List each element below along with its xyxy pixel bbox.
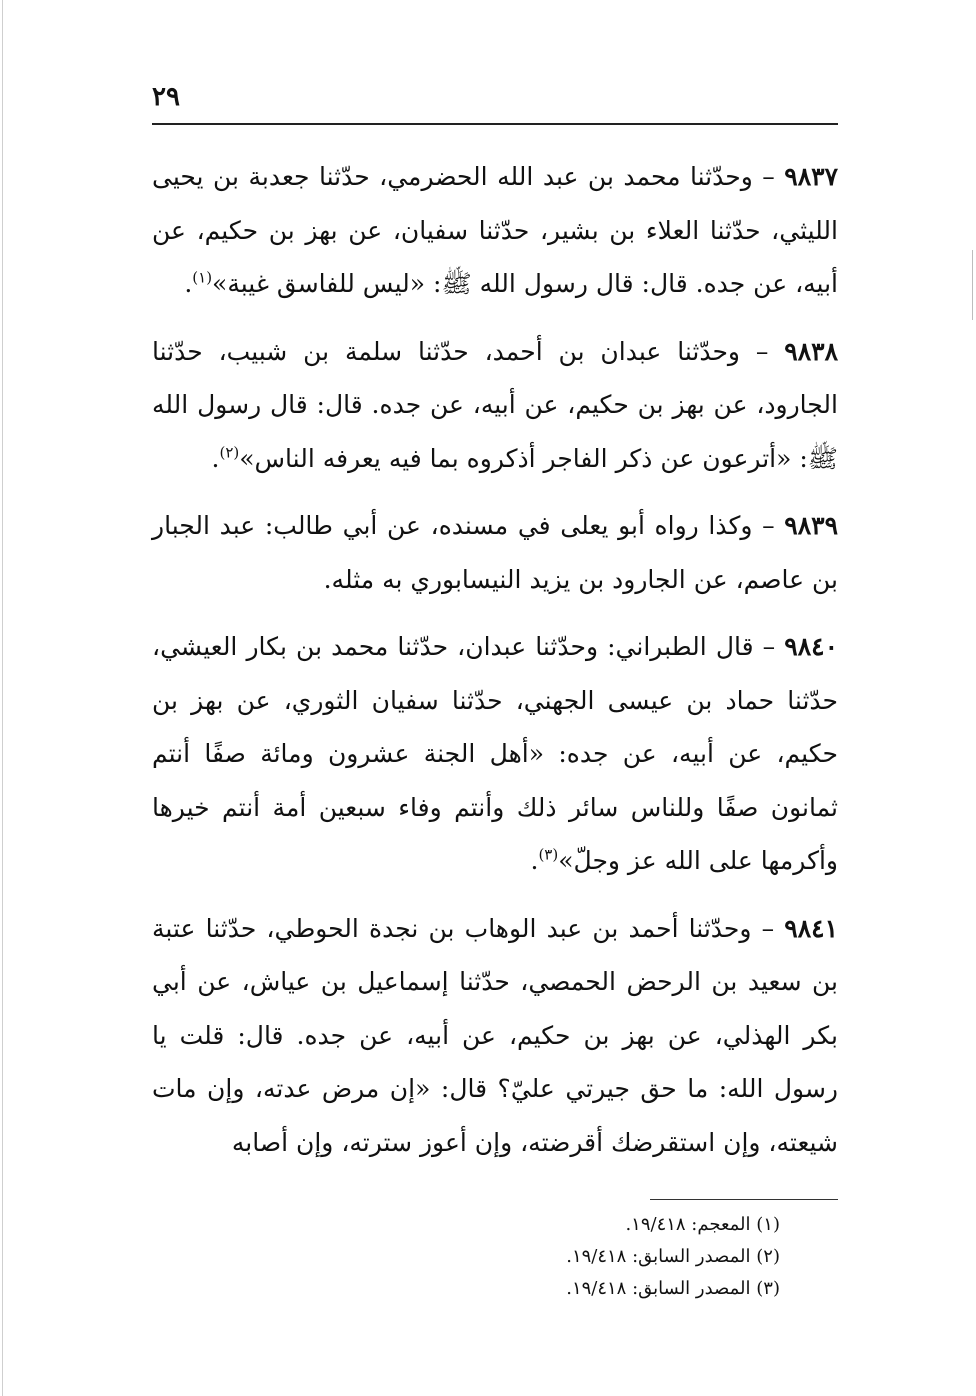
hadith-9840 [152, 620, 838, 888]
hadith-end: . [530, 846, 539, 875]
footnote-ref: (٣) [538, 845, 559, 864]
hadith-text: – قال الطبراني: وحدّثنا عبدان، حدّثنا محمد بن بكار العيشي، حدّثنا حماد بن عيسى الجهني، حدّثنا سفيان الثوري، عن بهز بن حكيم، عن أبيه، عن جده: «أهل الجنة عشرون ومائة صفًا أنتم ثمانون صفًا وللناس سائر ذلك وأنتم وفاء سبعين أمة أنتم خيرها وأكرمها على الله عز وجلّ» [152, 632, 838, 875]
hadith-number: ٩٨٣٩ [784, 511, 838, 540]
hadith-9839 [152, 499, 838, 606]
hadith-text: – وكذا رواه أبو يعلى في مسنده، عن أبي طالب: عبد الجبار بن عاصم، عن الجارود بن يزيد النيسابوري به مثله. [152, 511, 838, 594]
header-rule [152, 123, 838, 125]
hadith-9837 [152, 150, 838, 311]
footnote-rule [650, 1199, 838, 1200]
footnotes [480, 1209, 780, 1305]
footnote-1: (١) المعجم: ١٩/٤١٨. [625, 1214, 780, 1235]
footnote-ref: (١) [192, 268, 213, 287]
hadith-number: ٩٨٣٧ [784, 162, 838, 191]
hadith-number: ٩٨٤٠ [784, 632, 838, 661]
hadith-end: . [211, 443, 220, 473]
scan-edge-right [972, 250, 973, 320]
footnote-3: (٣) المصدر السابق: ١٩/٤١٨. [566, 1278, 780, 1299]
footnote-ref: (٢) [219, 443, 240, 462]
hadith-9838 [152, 325, 838, 486]
footnote-2: (٢) المصدر السابق: ١٩/٤١٨. [566, 1246, 780, 1267]
hadith-number: ٩٨٣٨ [784, 336, 838, 366]
body-text [152, 150, 838, 1183]
hadith-9841 [152, 902, 838, 1170]
hadith-text: – وحدّثنا أحمد بن عبد الوهاب بن نجدة الحوطي، حدّثنا عتبة بن سعيد بن الرحض الحمصي، حدّثنا إسماعيل بن عياش، عن أبي بكر الهذلي، عن بهز بن حكيم، عن أبيه، عن جده. قال: قلت يا رسول الله: ما حق جيرتي عليّ؟ قال: «إن مرض عدته، وإن مات شيعته، وإن استقرضك أقرضته، وإن أعوز سترته، وإن أصابه [152, 913, 838, 1157]
hadith-end: . [184, 269, 193, 298]
page-number: ٢٩ [152, 82, 180, 112]
hadith-text: – وحدّثنا عبدان بن أحمد، حدّثنا سلمة بن شبيب، حدّثنا الجارود، عن بهز بن حكيم، عن أبيه، عن جده. قال: قال رسول الله ﷺ: «أترعون عن ذكر الفاجر أذكروه بما فيه يعرفه الناس» [152, 336, 838, 473]
hadith-number: ٩٨٤١ [784, 913, 838, 943]
scan-edge-left [2, 0, 3, 1396]
hadith-text: – وحدّثنا محمد بن عبد الله الحضرمي، حدّثنا جعدبة بن يحيى الليثي، حدّثنا العلاء بن بشير، حدّثنا سفيان، عن بهز بن حكيم، عن أبيه، عن جده. قال: قال رسول الله ﷺ: «ليس للفاسق غيبة» [152, 162, 838, 298]
